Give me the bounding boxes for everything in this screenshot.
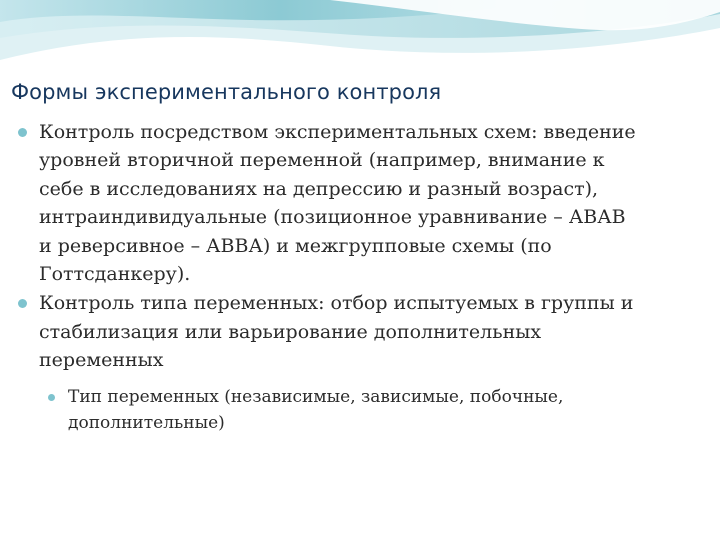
bullet-line: Контроль типа переменных: отбор испытуемых в группы и [39,292,634,315]
bullet-line: Контроль посредством экспериментальных схем: введение [39,121,636,143]
bullet-line: и реверсивное – АВВА) и межгрупповые схемы (по [39,234,552,257]
bullet-line: переменных [39,349,164,372]
bullet-dot-icon [48,394,55,401]
bullet-dot-icon [18,299,27,308]
bullet-dot-icon [18,128,27,137]
bullet-item-1 [18,118,708,288]
bullet-line: Тип переменных (независимые, зависимые, побочные, [68,386,564,407]
bullet-list [18,118,708,436]
bullet-line: дополнительные) [68,412,225,433]
bullet-item-2 [18,289,708,374]
decorative-wave-header [0,0,720,90]
bullet-line: уровней вторичной переменной (например, внимание к [39,149,605,172]
bullet-line: себе в исследованиях на депрессию и разный возраст), [39,177,599,200]
bullet-line: интраиндивидуальные (позиционное уравнивание – АВАВ [39,206,626,229]
sub-bullet-item-1 [48,384,708,436]
bullet-line: Готтсданкеру). [39,263,191,286]
bullet-line: стабилизация или варьирование дополнительных [39,320,542,343]
slide-title: Формы экспериментального контроля [11,80,442,104]
